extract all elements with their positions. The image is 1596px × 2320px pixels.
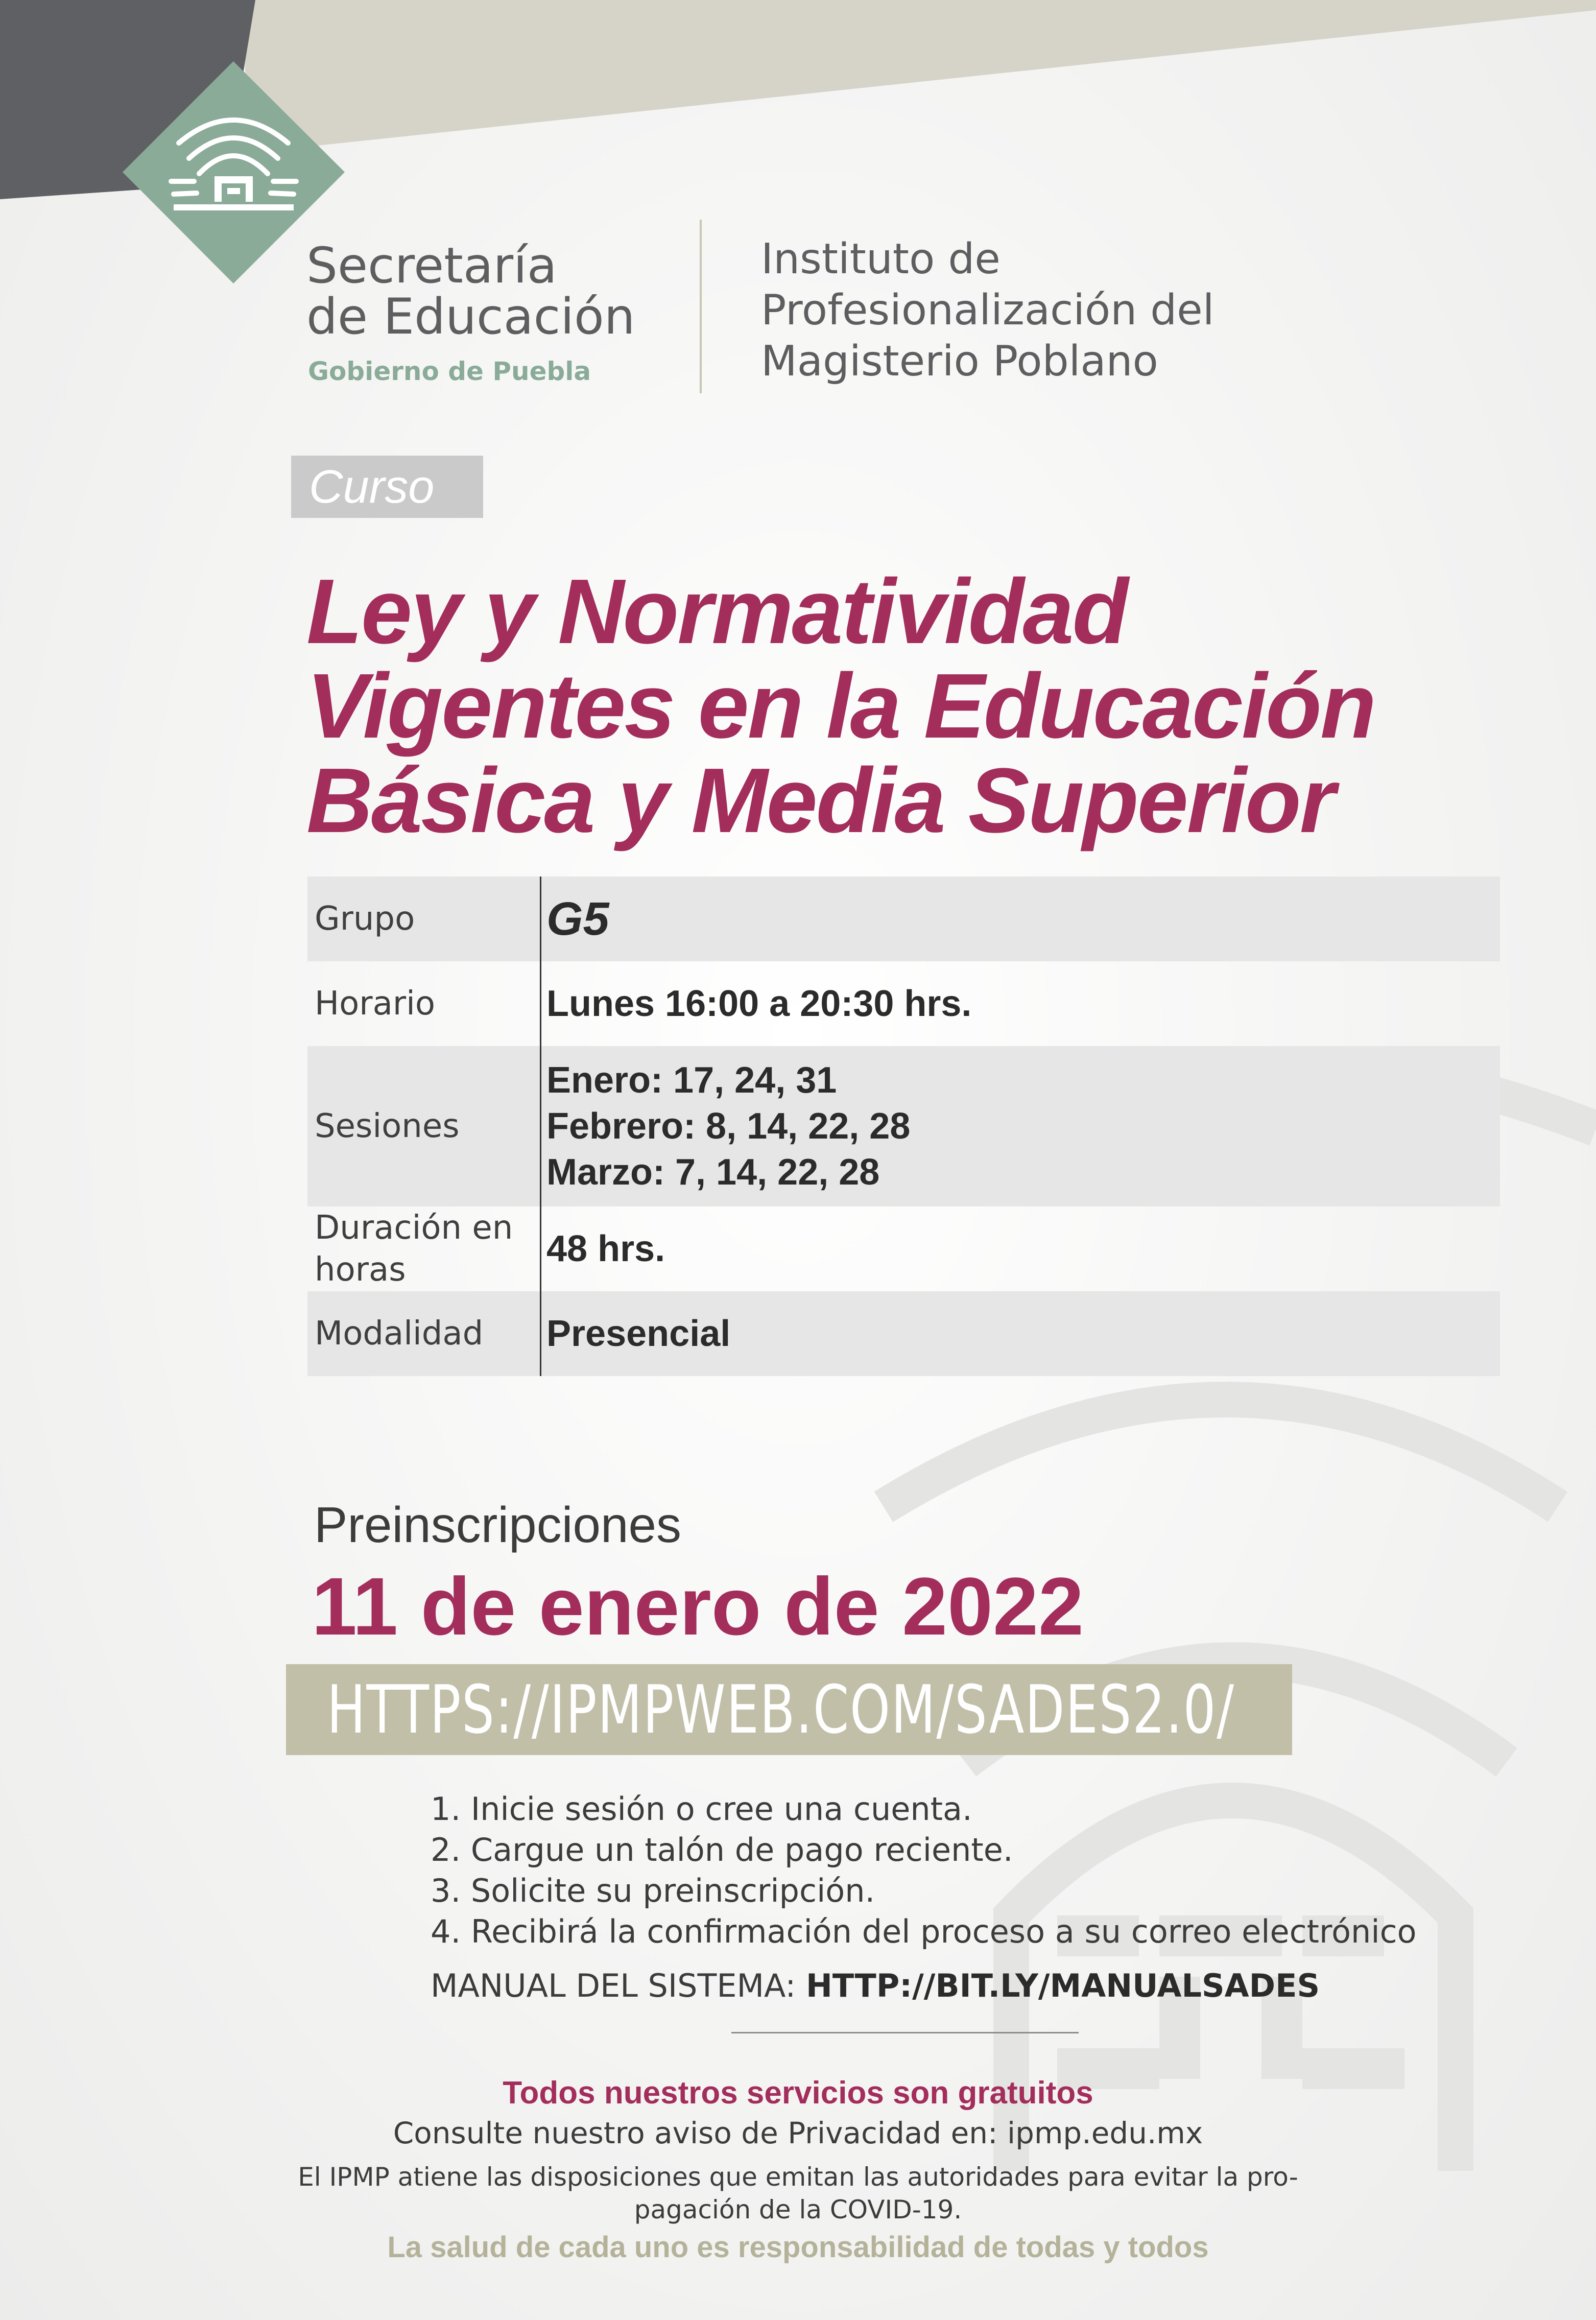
instituto-name-line3: Magisterio Poblano [761,337,1158,386]
table-row-horario [307,961,1500,1046]
header-divider [700,220,702,393]
duracion-label-line1: Duración en [315,1209,513,1247]
preinscripciones-date: 11 de enero de 2022 [312,1560,1084,1652]
table-row-sesiones [307,1046,1500,1206]
secretaria-title-line1: Secretaría [306,237,557,294]
modalidad-value: Presencial [546,1313,731,1354]
horario-label: Horario [315,985,436,1023]
course-tag-label: Curso [309,461,435,513]
health-slogan: La salud de cada uno es responsabilidad de todas y todos [387,2231,1209,2264]
grupo-value: G5 [546,893,609,945]
course-title-line2: Vigentes en la Educación [306,655,1375,757]
horario-value: Lunes 16:00 a 20:30 hrs. [546,983,972,1024]
gobierno-puebla-label: Gobierno de Puebla [308,357,591,386]
course-title-line3: Básica y Media Superior [306,749,1334,852]
sesiones-enero: Enero: 17, 24, 31 [546,1060,837,1101]
step-2: 2. Cargue un talón de pago reciente. [431,1831,1013,1868]
table-row-grupo [307,877,1500,961]
instituto-name-line1: Instituto de [761,235,1001,283]
secretaria-title-line2: de Educación [306,288,635,345]
covid-notice-line1: El IPMP atiene las disposiciones que emitan las autoridades para evitar la pro- [298,2162,1298,2192]
table-row-duracion [307,1206,1500,1291]
duracion-label-line2: horas [315,1251,406,1289]
registration-url-link[interactable]: HTTPS://IPMPWEB.COM/SADES2.0/ [327,1671,1235,1748]
free-services-note: Todos nuestros servicios son gratuitos [503,2075,1093,2111]
covid-notice-line2: pagación de la COVID-19. [634,2195,962,2224]
grupo-label: Grupo [315,900,415,938]
preinscripciones-label: Preinscripciones [314,1497,681,1553]
manual-link[interactable]: HTTP://BIT.LY/MANUALSADES [805,1967,1320,2004]
instituto-name-line2: Profesionalización del [761,286,1214,335]
sesiones-febrero: Febrero: 8, 14, 22, 28 [546,1106,911,1147]
footer-divider [731,2032,1079,2033]
sesiones-marzo: Marzo: 7, 14, 22, 28 [546,1152,880,1193]
privacy-notice: Consulte nuestro aviso de Privacidad en: ipmp.edu.mx [393,2116,1203,2150]
manual-line [431,1966,1320,2006]
sesiones-label: Sesiones [315,1107,460,1145]
table-row-modalidad [307,1291,1500,1376]
step-4: 4. Recibirá la confirmación del proceso a su correo electrónico [431,1913,1417,1950]
step-1: 1. Inicie sesión o cree una cuenta. [431,1790,972,1828]
duracion-value: 48 hrs. [546,1228,665,1269]
course-title-line1: Ley y Normatividad [306,560,1127,663]
modalidad-label: Modalidad [315,1315,484,1353]
course-info-table [307,877,1500,1376]
manual-label: MANUAL DEL SISTEMA: [431,1967,806,2004]
step-3: 3. Solicite su preinscripción. [431,1872,875,1909]
